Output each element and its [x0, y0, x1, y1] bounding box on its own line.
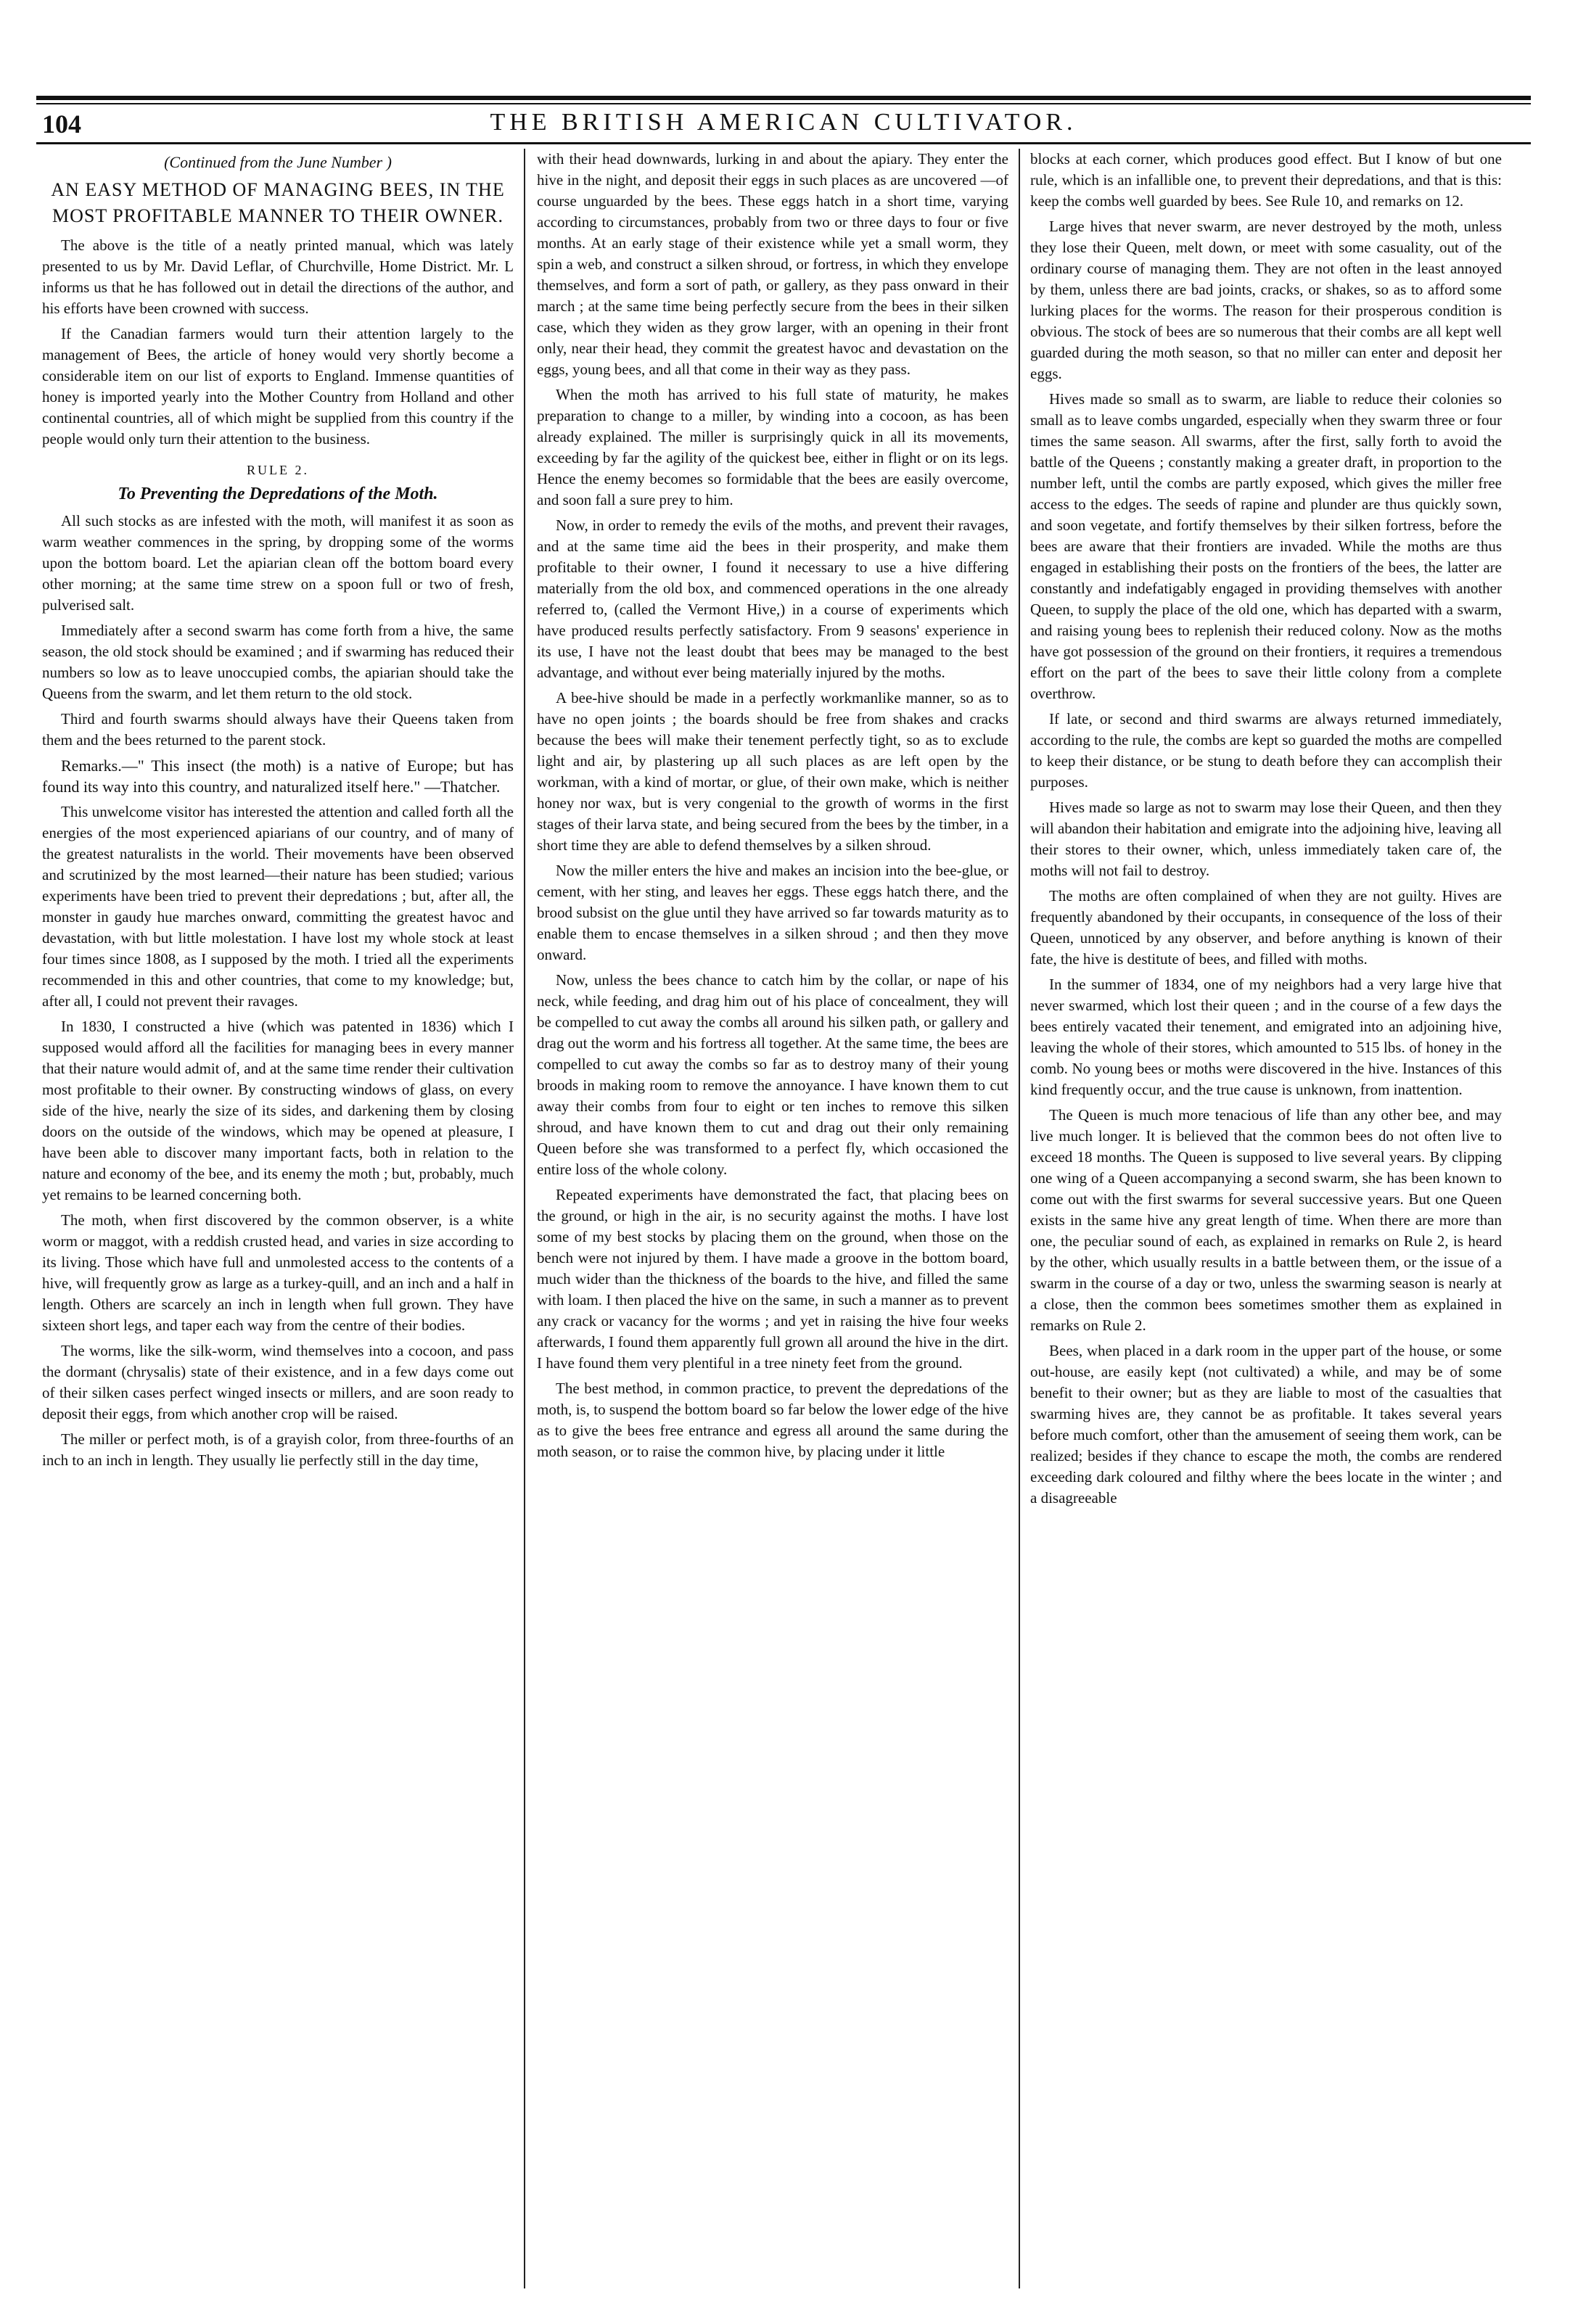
page-header [36, 109, 1531, 138]
paragraph: Hives made so small as to swarm, are liable to reduce their colonies so small as to leave combs ungarded, especially when they swarm three or four times the same season. All swarms, after the first, sally forth to avoid the battle of the Queens ; constantly making a greater draft, in proportion to the number left, until the combs are partly exposed, which gives the miller free access to the edges. The seeds of rapine and plunder are thus quickly sown, and soon vegetate, and fortify themselves by their silken fortress, before the bees are aware that their frontiers are invaded. While the moths are thus engaged in establishing their posts on the frontiers of the bees, the latter are constantly and indefatigably engaged in providing themselves with another Queen, to supply the place of the old one, which has departed with a swarm, and raising young bees to replenish their reduced colony. Now as the moths have got possession of the ground on their frontiers, it requires a tremendous effort on the part of the bees to save their little colony from a complete overthrow. [1030, 390, 1502, 702]
paragraph: Now the miller enters the hive and makes an incision into the bee-glue, or cement, with her sting, and leaves her eggs. These eggs hatch there, and the brood subsist on the glue until they have arrived so far towards maturity as to enable them to encase themselves in a silken shroud ; and then they move onward. [537, 862, 1008, 963]
paragraph: The worms, like the silk-worm, wind themselves into a cocoon, and pass the dormant (chrysalis) state of their existence, and in a few days come out of their silken cases perfect winged insects or millers, and are soon ready to deposit their eggs, from which another crop will be raised. [42, 1342, 514, 1422]
paragraph: In the summer of 1834, one of my neighbors had a very large hive that never swarmed, which lost their queen ; and in the course of a few days the bees entirely vacated their tenement, and emigrated into an adjoining hive, leaving the whole of their stores, which amounted to 515 lbs. of honey in the comb. No young bees or moths were discovered in the hive. Instances of this kind frequently occur, and the true cause is unknown, from inattention. [1030, 976, 1502, 1098]
paragraph: with their head downwards, lurking in and about the apiary. They enter the hive in the night, and deposit their eggs in such places as are uncovered —of course unguarded by the bees. These eggs hatch in a short time, varying according to circumstances, probably from two or three days to four or five months. At an early stage of their existence while yet a small worm, they spin a web, and construct a silken shroud, or fortress, in which they envelope themselves, and form a sort of path, or gallery, as they pass onward in their march ; at the same time being perfectly secure from the bees in their silken case, which they widen as they grow larger, with an opening in their front only, near their head, they commit the greatest havoc and devastation on the eggs, young bees, and all that come in their way as they pass. [537, 150, 1008, 378]
paragraph: If the Canadian farmers would turn their attention largely to the management of Bees, the article of honey would very shortly become a considerable item on our list of exports to England. Immense quantities of honey is imported yearly into the Mother Country from Holland and other continental countries, all of which might be supplied from this country if the people would only turn their attention to the business. [42, 325, 514, 448]
journal-title: THE BRITISH AMERICAN CULTIVATOR. [490, 109, 1077, 136]
paragraph: If late, or second and third swarms are always returned immediately, according to the rule, the combs are kept so guarded the moths are compelled to keep their distance, or be stung to death before they can accomplish their purposes. [1030, 710, 1502, 791]
paragraph: When the moth has arrived to his full state of maturity, he makes preparation to change to a miller, by winding into a cocoon, as has been already explained. The miller is surprisingly quick in all its movements, exceeding by far the agility of the quickest bee, either in flight or on its legs. Hence the enemy becomes so formidable that the bees are easily overcome, and soon fall a sure prey to him. [537, 386, 1008, 508]
column-divider [1019, 149, 1020, 2288]
continued-note: (Continued from the June Number ) [164, 153, 392, 171]
paragraph: Hives made so large as not to swarm may lose their Queen, and then they will abandon their habitation and emigrate into the adjoining hive, leaving all their stores to their owner, which, unless immediately taken care of, the moths will not fail to destroy. [1030, 799, 1502, 879]
rule-heading: RULE 2. [247, 463, 309, 477]
paragraph: The Queen is much more tenacious of life than any other bee, and may live much longer. It is believed that the common bees do not often live to exceed 18 months. The Queen is supposed to live several years. By clipping one wing of a Queen accompanying a second swarm, she has been known to come out with the first swarms for several successive years. But one Queen exists in the same hive any great length of time. When there are more than one, the peculiar sound of each, as explained in remarks on Rule 2, is heard by the other, which usually results in a battle between them, or the issue of a swarm in the course of a day or two, unless the swarming season is nearly at a close, then the common bees sometimes smother them as explained in remarks on Rule 2. [1030, 1106, 1502, 1334]
paragraph: All such stocks as are infested with the moth, will manifest it as soon as warm weather commences in the spring, by dropping some of the worms upon the bottom board. Let the apiarian clean off the bottom board every other morning; at the same time strew on a spoon full or two of fresh, pulverised salt. [42, 512, 514, 614]
paragraph: Bees, when placed in a dark room in the upper part of the house, or some out-house, are easily kept (not cultivated) a while, and may be of some benefit to their owner; but as they are liable to most of the casualties that swarming hives are, they cannot be as profitable. It takes several years before much comfort, other than the amusement of seeing them work, can be realized; besides if they chance to escape the moth, the combs are rendered exceeding dark coloured and filthy where the bees locate in the winter ; and a disagreeable [1030, 1342, 1502, 1507]
column-1 [42, 149, 514, 2296]
page-number: 104 [42, 110, 81, 139]
header-rule [36, 142, 1531, 144]
paragraph: Now, in order to remedy the evils of the moths, and prevent their ravages, and at the same time aid the bees in their prosperity, and make them profitable to their owner, I found it necessary to use a hive differing materially from the old box, and commenced operations in the one already referred to, (called the Vermont Hive,) in a course of experiments which have produced results perfectly satisfactory. From 9 seasons' experience in its use, I have not the least doubt that bees may be managed to the best advantage, and without ever being materially injured by the moths. [537, 516, 1008, 681]
column-divider [524, 149, 525, 2288]
rule-subheading: To Preventing the Depredations of the Moth. [118, 485, 438, 503]
paragraph: The above is the title of a neatly printed manual, which was lately presented to us by Mr. David Leflar, of Churchville, Home District. Mr. L informs us that he has followed out in detail the directions of the author, and his efforts have been crowned with success. [42, 236, 514, 317]
paragraph: Third and fourth swarms should always have their Queens taken from them and the bees returned to the parent stock. [42, 710, 514, 749]
paragraph: Now, unless the bees chance to catch him by the collar, or nape of his neck, while feeding, and drag him out of his place of concealment, they will be compelled to cut away the combs all around his silken path, or gallery and drag out the worm and his fortress all together. At the same time, the bees are compelled to cut away the combs so far as to destroy many of their young broods in making room to remove the annoyance. I have known them to cut away their combs from four to eight or ten inches to remove this silken shroud, and have known them to cut and drag out their only remaining Queen before she was transformed to a perfect fly, which occasioned the entire loss of the whole colony. [537, 971, 1008, 1178]
paragraph: Large hives that never swarm, are never destroyed by the moth, unless they lose their Queen, melt down, or meet with some casuality, out of the ordinary course of managing them. They are not often in the least annoyed by them, unless there are bad joints, cracks, or shakes, so as to afford some lurking places for the worms. The reason for their prosperous condition is obvious. The stock of bees are so numerous that their combs are all kept well guarded during the moth season, so that no miller can enter and deposit her eggs. [1030, 218, 1502, 382]
article-title: AN EASY METHOD OF MANAGING BEES, IN THE MOST PROFITABLE MANNER TO THEIR OWNER. [51, 179, 505, 226]
paragraph: The miller or perfect moth, is of a grayish color, from three-fourths of an inch to an inch in length. They usually lie perfectly still in the day time, [42, 1430, 514, 1469]
paragraph: blocks at each corner, which produces good effect. But I know of but one rule, which is an infallible one, to prevent their depredations, and that is this: keep the combs well guarded by bees. See Rule 10, and remarks on 12. [1030, 150, 1502, 210]
paragraph: Repeated experiments have demonstrated the fact, that placing bees on the ground, or high in the air, is no security against the moths. I have lost some of my best stocks by placing them on the ground, when those on the bench were not injured by them. I have made a groove in the bottom board, much wider than the thickness of the boards to the hive, and filled the same with loam. I then placed the hive on the same, in such a manner as to prevent any crack or vacancy for the worms ; and yet in raising the hive four weeks afterwards, I found them apparently full grown all around the hive in the dirt. I have found them very plentiful in a tree ninety feet from the ground. [537, 1186, 1008, 1372]
paragraph: The moths are often complained of when they are not guilty. Hives are frequently abandoned by their occupants, in consequence of the loss of their Queen, unnoticed by any observer, and before anything is known of their fate, the hive is destitute of bees, and filled with moths. [1030, 887, 1502, 968]
remarks-quote: Remarks.—" This insect (the moth) is a native of Europe; but has found its way into this country, and naturalized itself here." —Thatcher. [42, 757, 514, 796]
paragraph: In 1830, I constructed a hive (which was patented in 1836) which I supposed would afford all the facilities for managing bees in every manner that their nature would admit of, and at the same time render their cultivation most profitable to their owner. By constructing windows of glass, on every side of the hive, nearly the size of its sides, and darkening them by closing doors on the outside of the windows, which may be opened at pleasure, I have been able to discover many important facts, both in relation to the nature and economy of the bee, and its enemy the moth ; but, probably, much yet remains to be learned concerning both. [42, 1018, 514, 1203]
top-thin-rule [36, 103, 1531, 104]
column-2 [537, 149, 1008, 2296]
paragraph: The best method, in common practice, to prevent the depredations of the moth, is, to suspend the bottom board so far below the lower edge of the hive as to give the bees free entrance and egress all around the same during the moth season, or to raise the common hive, by placing under it little [537, 1380, 1008, 1460]
column-3 [1030, 149, 1502, 2296]
paragraph: This unwelcome visitor has interested the attention and called forth all the energies of the most experienced apiarians of our country, and of many of the greatest naturalists in the world. Their movements have been observed and scrutinized by the most learned—their nature has been studied; various experiments have been tried to prevent their depredations ; but, after all, the monster in gaudy hue marches onward, committing the greatest havoc and devastation, with but little molestation. I have lost my whole stock at least four times since 1808, as I supposed by the moth. I tried all the experiments recommended in this and other countries, that come to my knowledge; but, after all, I could not prevent their ravages. [42, 803, 514, 1010]
paragraph: The moth, when first discovered by the common observer, is a white worm or maggot, with a reddish crusted head, and varies in size according to its living. Those which have full and unmolested access to the contents of a hive, will frequently grow as large as a turkey-quill, and an inch and a half in length. Others are scarcely an inch in length when full grown. They have sixteen short legs, and taper each way from the centre of their bodies. [42, 1211, 514, 1334]
paragraph: A bee-hive should be made in a perfectly workmanlike manner, so as to have no open joints ; the boards should be free from shakes and cracks because the bees will make their tenement perfectly tight, so as to exclude light and air, by plastering up all such places as are left open by the workman, with a kind of mortar, or glue, of their own make, which is neither honey nor wax, but is very congenial to the growth of worms in the first stages of their larva state, and being secured from the bees by the timber, in a short time they are able to defend themselves by a silken shroud. [537, 689, 1008, 854]
top-double-rule [36, 96, 1531, 100]
paragraph: Immediately after a second swarm has come forth from a hive, the same season, the old stock should be examined ; and if swarming has reduced their numbers so low as to leave unoccupied combs, the apiarian should take the Queens from the swarm, and let them return to the old stock. [42, 622, 514, 702]
